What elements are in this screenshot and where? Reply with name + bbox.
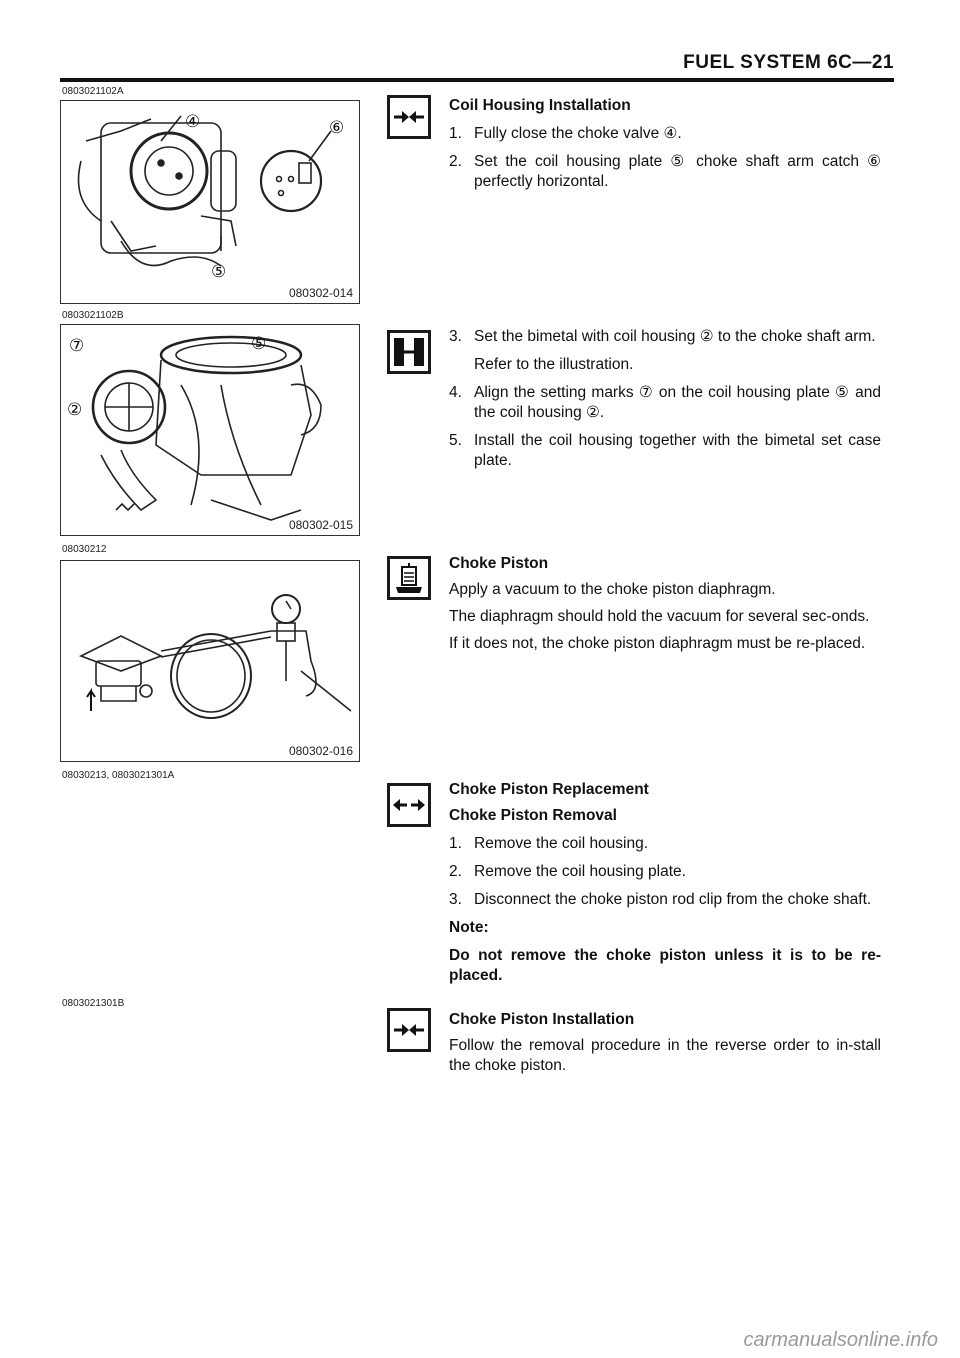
- section-bimetal-steps: [449, 327, 881, 479]
- step: [449, 327, 881, 375]
- step-text: Disconnect the choke piston rod clip from the choke shaft.: [474, 891, 872, 908]
- adjust-icon: [387, 330, 431, 374]
- step-text: Install the coil housing together with the bimetal set case plate.: [474, 432, 881, 469]
- step: [449, 862, 881, 882]
- section-title: Coil Housing Installation: [449, 97, 631, 114]
- watermark: carmanualsonline.info: [743, 1329, 938, 1351]
- note-label: Note:: [449, 919, 489, 936]
- step-number: 3.: [449, 891, 462, 908]
- header-rule: [60, 78, 894, 82]
- step-number: 3.: [449, 328, 462, 345]
- figure-4-ref: 08030213, 0803021301A: [62, 770, 175, 781]
- step: [449, 890, 881, 910]
- step: [449, 834, 881, 854]
- step-text: Remove the coil housing plate.: [474, 863, 686, 880]
- figure-1-ref: 0803021102A: [62, 86, 124, 97]
- step-number: 1.: [449, 125, 462, 142]
- step-number: 5.: [449, 432, 462, 449]
- step-text: Set the coil housing plate ⑤ choke shaft arm catch ⑥ perfectly horizontal.: [474, 153, 881, 190]
- step-number: 1.: [449, 835, 462, 852]
- step: [449, 124, 881, 144]
- vacuum-test-illustration: [61, 561, 359, 761]
- step-text: Remove the coil housing.: [474, 835, 649, 852]
- bimetal-housing-illustration: [61, 325, 359, 535]
- step-number: 2.: [449, 863, 462, 880]
- step-text: Set the bimetal with coil housing ② to the choke shaft arm.: [474, 328, 876, 345]
- figure-2-bimetal-housing: [60, 324, 360, 536]
- removal-icon: [387, 783, 431, 827]
- figure-1-carburetor-top: [60, 100, 360, 304]
- install-icon-2: [387, 1008, 431, 1052]
- step: [449, 383, 881, 423]
- figure-3-id: 080302-016: [288, 744, 353, 758]
- figure-3-ref: 08030212: [62, 544, 107, 555]
- paragraph: Follow the removal procedure in the reverse order to in-stall the choke piston.: [449, 1037, 881, 1074]
- note-text: Do not remove the choke piston unless it is to be re-placed.: [449, 947, 881, 984]
- figure-5-ref: 0803021301B: [62, 998, 125, 1009]
- callout-5-b: ⑤: [251, 334, 267, 354]
- paragraph: Apply a vacuum to the choke piston diaphragm.: [449, 581, 776, 598]
- paragraph: The diaphragm should hold the vacuum for several sec-onds.: [449, 608, 870, 625]
- step-subtext: Refer to the illustration.: [474, 356, 634, 373]
- step-text: Align the setting marks ⑦ on the coil housing plate ⑤ and the coil housing ②.: [474, 384, 881, 421]
- figure-1-id: 080302-014: [288, 286, 353, 300]
- step-text: Fully close the choke valve ④.: [474, 125, 682, 142]
- step-number: 2.: [449, 153, 462, 170]
- callout-4: ④: [185, 112, 201, 132]
- section-choke-piston-replacement: [449, 780, 881, 986]
- step: [449, 152, 881, 192]
- callout-5: ⑤: [211, 262, 227, 282]
- callout-2: ②: [67, 400, 83, 420]
- section-title: Choke Piston: [449, 555, 549, 572]
- section-title: Choke Piston Replacement: [449, 781, 649, 798]
- callout-7: ⑦: [69, 336, 85, 356]
- carburetor-top-illustration: [61, 101, 359, 303]
- callout-6: ⑥: [329, 118, 345, 138]
- figure-2-id: 080302-015: [288, 518, 353, 532]
- step: [449, 431, 881, 471]
- figure-3-vacuum-test: [60, 560, 360, 762]
- install-icon: [387, 95, 431, 139]
- section-title: Choke Piston Installation: [449, 1011, 635, 1028]
- figure-2-ref: 0803021102B: [62, 310, 124, 321]
- step-number: 4.: [449, 384, 462, 401]
- page-header-title: FUEL SYSTEM 6C—21: [683, 52, 894, 73]
- section-coil-housing-installation: [449, 96, 881, 200]
- paragraph: If it does not, the choke piston diaphragm must be re-placed.: [449, 635, 866, 652]
- inspect-icon: [387, 556, 431, 600]
- section-subtitle: Choke Piston Removal: [449, 807, 617, 824]
- section-choke-piston-installation: [449, 1010, 881, 1083]
- section-choke-piston: [449, 554, 881, 661]
